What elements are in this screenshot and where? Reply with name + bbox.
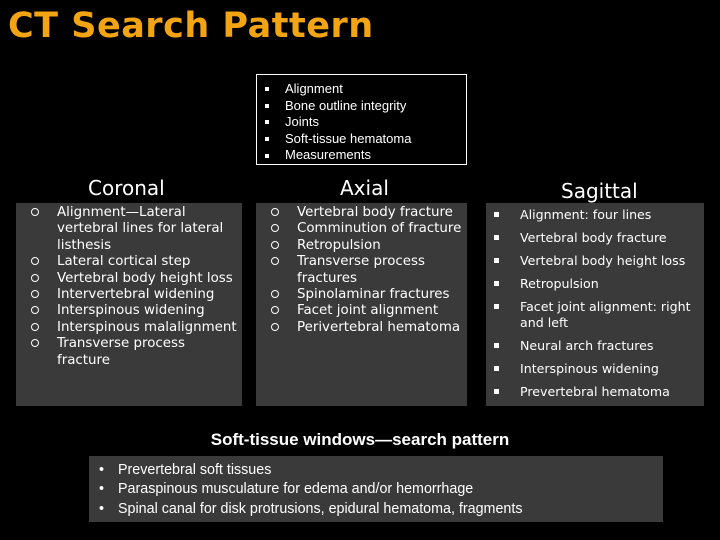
list-item bbox=[16, 287, 242, 303]
axial-item-text: Comminution of fracture bbox=[297, 221, 462, 237]
list-item bbox=[256, 205, 463, 221]
square-bullet-icon bbox=[265, 104, 269, 108]
list-item bbox=[16, 254, 242, 270]
coronal-item-text: Transverse process fracture bbox=[57, 336, 185, 368]
square-bullet-icon bbox=[265, 87, 269, 91]
axial-item-text: Perivertebral hematoma bbox=[297, 319, 461, 335]
soft-tissue-item-text: Paraspinous musculature for edema and/or hemorrhage bbox=[118, 481, 474, 498]
list-item bbox=[265, 147, 466, 164]
axial-heading: Axial bbox=[340, 176, 389, 200]
circle-bullet-icon bbox=[31, 339, 39, 347]
list-item bbox=[265, 81, 466, 98]
summary-item-text: Bone outline integrity bbox=[285, 97, 407, 113]
coronal-item-text: Lateral cortical step bbox=[57, 254, 191, 270]
circle-bullet-icon bbox=[271, 257, 279, 265]
sagittal-item-text: Neural arch fractures bbox=[520, 338, 654, 353]
list-item bbox=[256, 254, 463, 287]
list-item bbox=[256, 287, 463, 303]
coronal-item-text: Interspinous widening bbox=[57, 303, 205, 319]
bullet-icon: • bbox=[99, 481, 105, 498]
summary-item-text: Joints bbox=[285, 114, 319, 130]
axial-item-text: Transverse process fractures bbox=[297, 254, 425, 286]
list-item bbox=[16, 205, 242, 254]
soft-tissue-heading: Soft-tissue windows—search pattern bbox=[210, 430, 510, 449]
circle-bullet-icon bbox=[31, 208, 39, 216]
list-item bbox=[494, 276, 700, 292]
circle-bullet-icon bbox=[31, 323, 39, 331]
axial-item-text: Facet joint alignment bbox=[297, 303, 439, 319]
coronal-item-text: Alignment—Lateral vertebral lines for lateral listhesis bbox=[57, 205, 224, 253]
sagittal-item-text: Alignment: four lines bbox=[520, 207, 652, 222]
circle-bullet-icon bbox=[271, 208, 279, 216]
sagittal-item-text: Vertebral body fracture bbox=[520, 230, 667, 245]
square-bullet-icon bbox=[494, 235, 499, 240]
coronal-item-text: Vertebral body height loss bbox=[57, 270, 233, 286]
list-item bbox=[99, 500, 663, 519]
bullet-icon: • bbox=[99, 462, 105, 478]
circle-bullet-icon bbox=[271, 241, 279, 249]
list-item bbox=[494, 361, 700, 377]
square-bullet-icon bbox=[265, 120, 269, 124]
square-bullet-icon bbox=[494, 281, 499, 286]
axial-item-text: Spinolaminar fractures bbox=[297, 287, 450, 303]
coronal-item-text: Interspinous malalignment bbox=[57, 319, 237, 335]
page-title: CT Search Pattern bbox=[8, 6, 374, 46]
list-item bbox=[16, 271, 242, 287]
search-pattern-summary-box bbox=[256, 74, 467, 165]
summary-list bbox=[257, 75, 466, 164]
list-item bbox=[494, 338, 700, 354]
axial-panel bbox=[256, 203, 467, 406]
circle-bullet-icon bbox=[271, 224, 279, 232]
square-bullet-icon bbox=[494, 389, 499, 394]
list-item bbox=[494, 384, 700, 400]
soft-tissue-item-text: Prevertebral soft tissues bbox=[118, 462, 272, 478]
list-item bbox=[256, 303, 463, 319]
circle-bullet-icon bbox=[271, 306, 279, 314]
sagittal-item-text: Prevertebral hematoma bbox=[520, 384, 670, 399]
soft-tissue-list bbox=[99, 461, 663, 519]
soft-tissue-panel bbox=[89, 456, 663, 522]
circle-bullet-icon bbox=[271, 323, 279, 331]
axial-item-text: Vertebral body fracture bbox=[297, 205, 453, 220]
sagittal-list bbox=[494, 207, 700, 400]
summary-item-text: Alignment bbox=[285, 81, 343, 96]
square-bullet-icon bbox=[494, 258, 499, 263]
square-bullet-icon bbox=[494, 366, 499, 371]
square-bullet-icon bbox=[265, 154, 269, 158]
list-item bbox=[16, 303, 242, 319]
coronal-heading: Coronal bbox=[88, 176, 165, 200]
square-bullet-icon bbox=[494, 212, 499, 217]
circle-bullet-icon bbox=[31, 257, 39, 265]
list-item bbox=[494, 253, 700, 269]
sagittal-heading: Sagittal bbox=[561, 179, 638, 203]
square-bullet-icon bbox=[494, 304, 499, 309]
circle-bullet-icon bbox=[31, 274, 39, 282]
coronal-panel bbox=[16, 203, 242, 406]
circle-bullet-icon bbox=[271, 290, 279, 298]
sagittal-item-text: Retropulsion bbox=[520, 276, 599, 291]
circle-bullet-icon bbox=[31, 290, 39, 298]
list-item bbox=[265, 98, 466, 115]
square-bullet-icon bbox=[494, 343, 499, 348]
axial-item-text: Retropulsion bbox=[297, 237, 381, 253]
list-item bbox=[16, 320, 242, 336]
list-item bbox=[494, 207, 700, 223]
axial-list bbox=[256, 205, 463, 336]
list-item bbox=[256, 221, 463, 237]
list-item bbox=[494, 299, 700, 331]
list-item bbox=[256, 320, 463, 336]
sagittal-item-text: Facet joint alignment: right and left bbox=[520, 299, 691, 330]
list-item bbox=[16, 336, 242, 369]
sagittal-panel bbox=[486, 203, 704, 406]
summary-item-text: Measurements bbox=[285, 147, 371, 163]
bullet-icon: • bbox=[99, 500, 105, 517]
soft-tissue-item-text: Spinal canal for disk protrusions, epidural hematoma, fragments bbox=[118, 500, 523, 517]
list-item bbox=[99, 480, 663, 499]
list-item bbox=[494, 230, 700, 246]
list-item bbox=[265, 114, 466, 131]
square-bullet-icon bbox=[265, 137, 269, 141]
circle-bullet-icon bbox=[31, 306, 39, 314]
list-item bbox=[99, 461, 663, 480]
coronal-item-text: Intervertebral widening bbox=[57, 287, 215, 303]
summary-item-text: Soft-tissue hematoma bbox=[285, 130, 412, 146]
list-item bbox=[265, 131, 466, 148]
sagittal-item-text: Interspinous widening bbox=[520, 361, 659, 376]
sagittal-item-text: Vertebral body height loss bbox=[520, 253, 686, 268]
coronal-list bbox=[16, 205, 242, 369]
list-item bbox=[256, 238, 463, 254]
